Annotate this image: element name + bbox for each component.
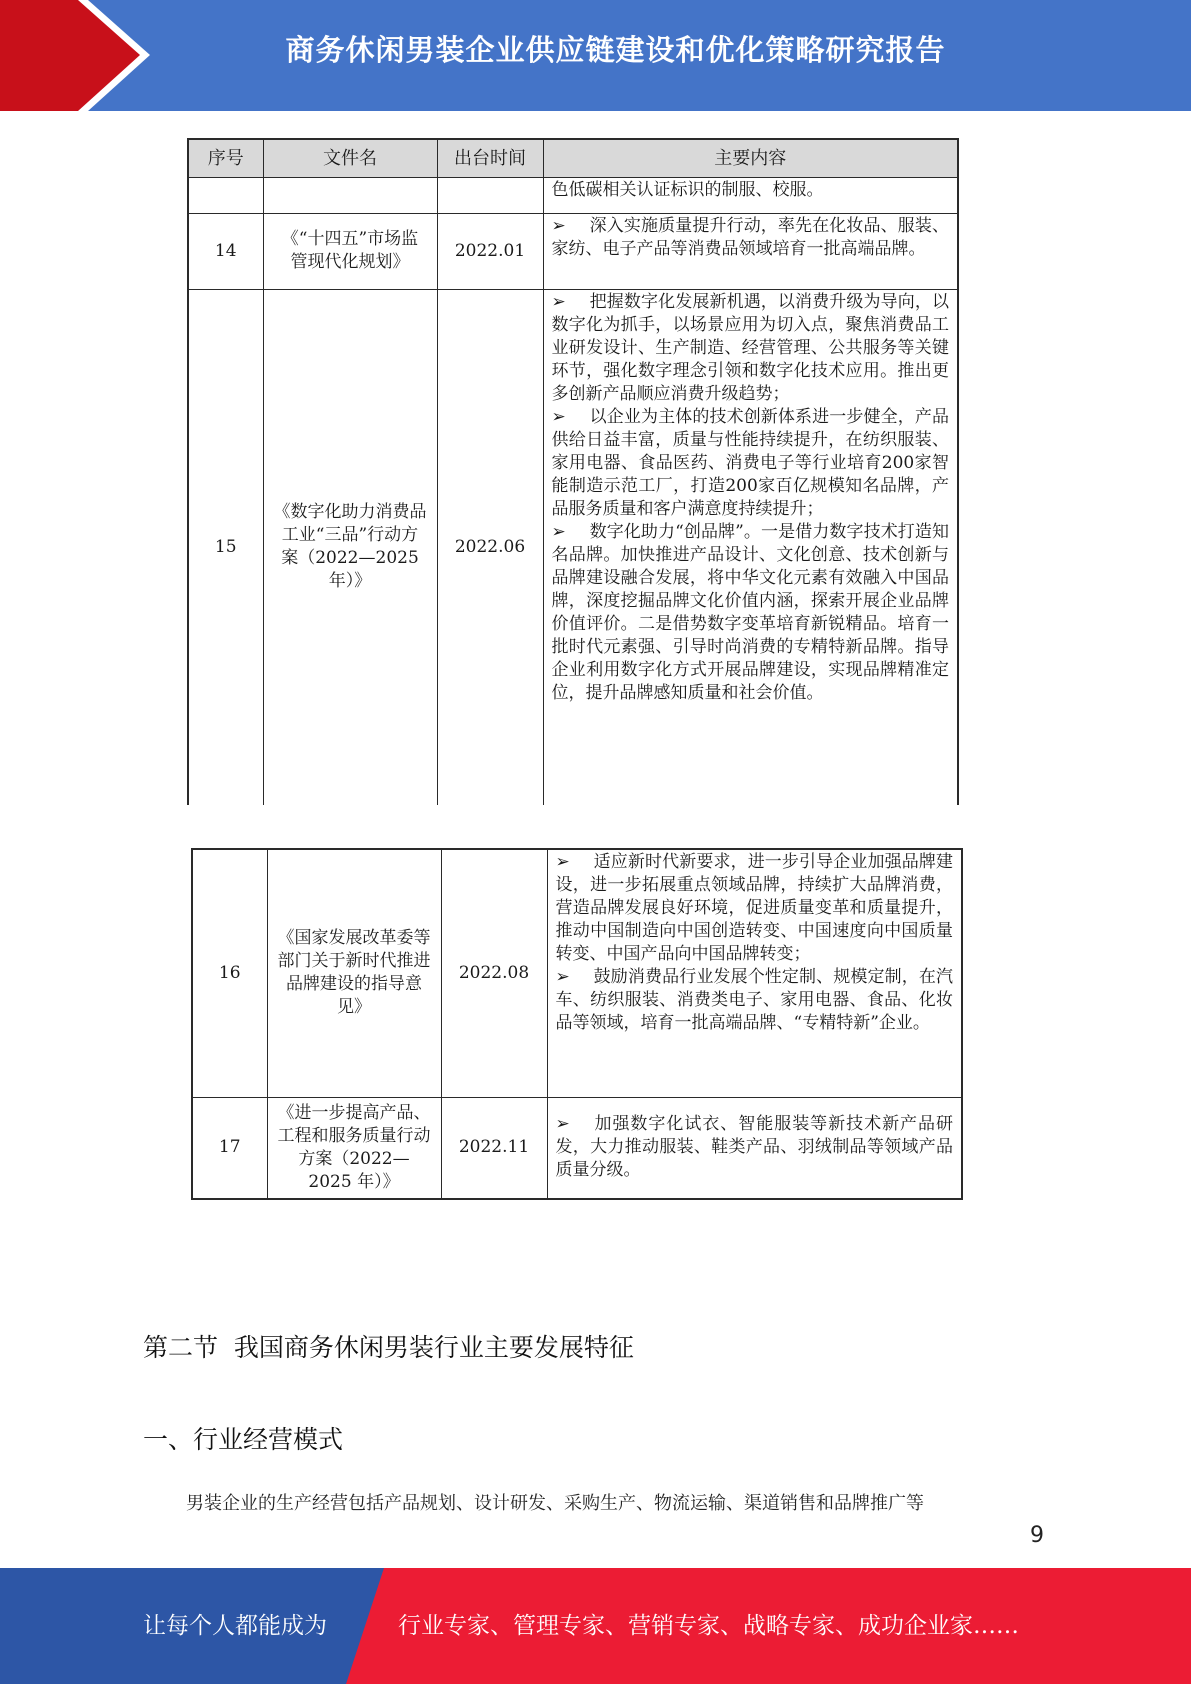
table-row bbox=[192, 849, 962, 1097]
arrow-bullet-icon: ➢ bbox=[555, 1114, 570, 1135]
cell-num: 14 bbox=[188, 213, 263, 289]
content-bullet: ➢ 以企业为主体的技术创新体系进一步健全，产品供给日益丰富，质量与性能持续提升，在纺织服装、家用电器、食品医药、消费电子等行业培育200家智能制造示范工厂，打造200家百亿规模知名品牌，产品服务质量和客户满意度持续提升； bbox=[551, 406, 949, 519]
content-bullet: ➢ 把握数字化发展新机遇，以消费升级为导向，以数字化为抓手，以场景应用为切入点，聚焦消费品工业研发设计、生产制造、经营管理、公共服务等关键环节，强化数字理念引领和数字化技术应用。推出更多创新产品顺应消费升级趋势； bbox=[551, 291, 949, 404]
report-title: 商务休闲男装企业供应链建设和优化策略研究报告 bbox=[285, 33, 946, 67]
policy-table-part-1 bbox=[187, 138, 959, 805]
arrow-bullet-icon: ➢ bbox=[551, 215, 566, 236]
table-header-row bbox=[188, 139, 958, 177]
content-bullet: ➢ 鼓励消费品行业发展个性定制、规模定制，在汽车、纺织服装、消费类电子、家用电器、食品、化妆品等领域，培育一批高端品牌、“专精特新”企业。 bbox=[555, 967, 953, 1033]
cell-date: 2022.06 bbox=[437, 289, 543, 805]
cell-content: 色低碳相关认证标识的制服、校服。 bbox=[543, 177, 958, 213]
content-bullet: ➢ 适应新时代新要求，进一步引导企业加强品牌建设，进一步拓展重点领域品牌，持续扩大品牌消费，营造品牌发展良好环境，促进质量变革和质量提升，推动中国制造向中国创造转变、中国速度向中国质量转变、中国产品向中国品牌转变； bbox=[555, 852, 953, 964]
cell-name: 《数字化助力消费品工业“三品”行动方案（2022—2025 年）》 bbox=[263, 289, 437, 805]
cell-content bbox=[547, 1097, 962, 1199]
arrow-bullet-icon: ➢ bbox=[551, 521, 566, 542]
cell-content bbox=[543, 213, 958, 289]
page-header bbox=[0, 0, 1191, 111]
cell-name: 《“十四五”市场监管现代化规划》 bbox=[263, 213, 437, 289]
cell-content bbox=[543, 289, 958, 805]
table-row-continued bbox=[188, 177, 958, 213]
cell-num: 15 bbox=[188, 289, 263, 805]
col-header-date: 出台时间 bbox=[437, 139, 543, 177]
col-header-num: 序号 bbox=[188, 139, 263, 177]
arrow-bullet-icon: ➢ bbox=[551, 291, 566, 312]
table-row bbox=[192, 1097, 962, 1199]
arrow-bullet-icon: ➢ bbox=[555, 967, 570, 987]
col-header-content: 主要内容 bbox=[543, 139, 958, 177]
cell-date: 2022.01 bbox=[437, 213, 543, 289]
cell-date: 2022.11 bbox=[441, 1097, 547, 1199]
col-header-name: 文件名 bbox=[263, 139, 437, 177]
arrow-bullet-icon: ➢ bbox=[551, 406, 566, 427]
footer-slogan-left: 让每个人都能成为 bbox=[143, 1613, 327, 1639]
cell-name bbox=[263, 177, 437, 213]
content-bullet: ➢ 深入实施质量提升行动，率先在化妆品、服装、家纺、电子产品等消费品领域培育一批高端品牌。 bbox=[551, 215, 949, 259]
footer-slogan-right: 行业专家、管理专家、营销专家、战略专家、成功企业家…… bbox=[398, 1613, 1019, 1639]
cell-num bbox=[188, 177, 263, 213]
policy-table-part-2 bbox=[191, 848, 963, 1200]
table-row bbox=[188, 289, 958, 805]
content-bullet: ➢ 数字化助力“创品牌”。一是借力数字技术打造知名品牌。加快推进产品设计、文化创意、技术创新与品牌建设融合发展，将中华文化元素有效融入中国品牌，深度挖掘品牌文化价值内涵，探索开展企业品牌价值评价。二是借势数字变革培育新锐精品。培育一批时代元素强、引导时尚消费的专精特新品牌。指导企业利用数字化方式开展品牌建设，实现品牌精准定位，提升品牌感知质量和社会价值。 bbox=[551, 521, 949, 703]
cell-num: 16 bbox=[192, 849, 267, 1097]
cell-num: 17 bbox=[192, 1097, 267, 1199]
cell-date: 2022.08 bbox=[441, 849, 547, 1097]
arrow-bullet-icon: ➢ bbox=[555, 852, 570, 872]
cell-content bbox=[547, 849, 962, 1097]
content-bullet: ➢ 加强数字化试衣、智能服装等新技术新产品研发，大力推动服装、鞋类产品、羽绒制品等领域产品质量分级。 bbox=[555, 1114, 953, 1181]
sub-heading: 一、行业经营模式 bbox=[143, 1425, 344, 1454]
cell-date bbox=[437, 177, 543, 213]
page-number: 9 bbox=[1030, 1523, 1044, 1548]
table-row bbox=[188, 213, 958, 289]
page-footer bbox=[0, 1568, 1191, 1684]
header-red-chevron bbox=[0, 0, 150, 111]
cell-name: 《进一步提高产品、工程和服务质量行动方案（2022—2025 年）》 bbox=[267, 1097, 441, 1199]
body-paragraph: 男装企业的生产经营包括产品规划、设计研发、采购生产、物流运输、渠道销售和品牌推广等 bbox=[186, 1493, 924, 1514]
section-heading: 第二节 我国商务休闲男装行业主要发展特征 bbox=[143, 1333, 634, 1362]
cell-name: 《国家发展改革委等部门关于新时代推进品牌建设的指导意见》 bbox=[267, 849, 441, 1097]
